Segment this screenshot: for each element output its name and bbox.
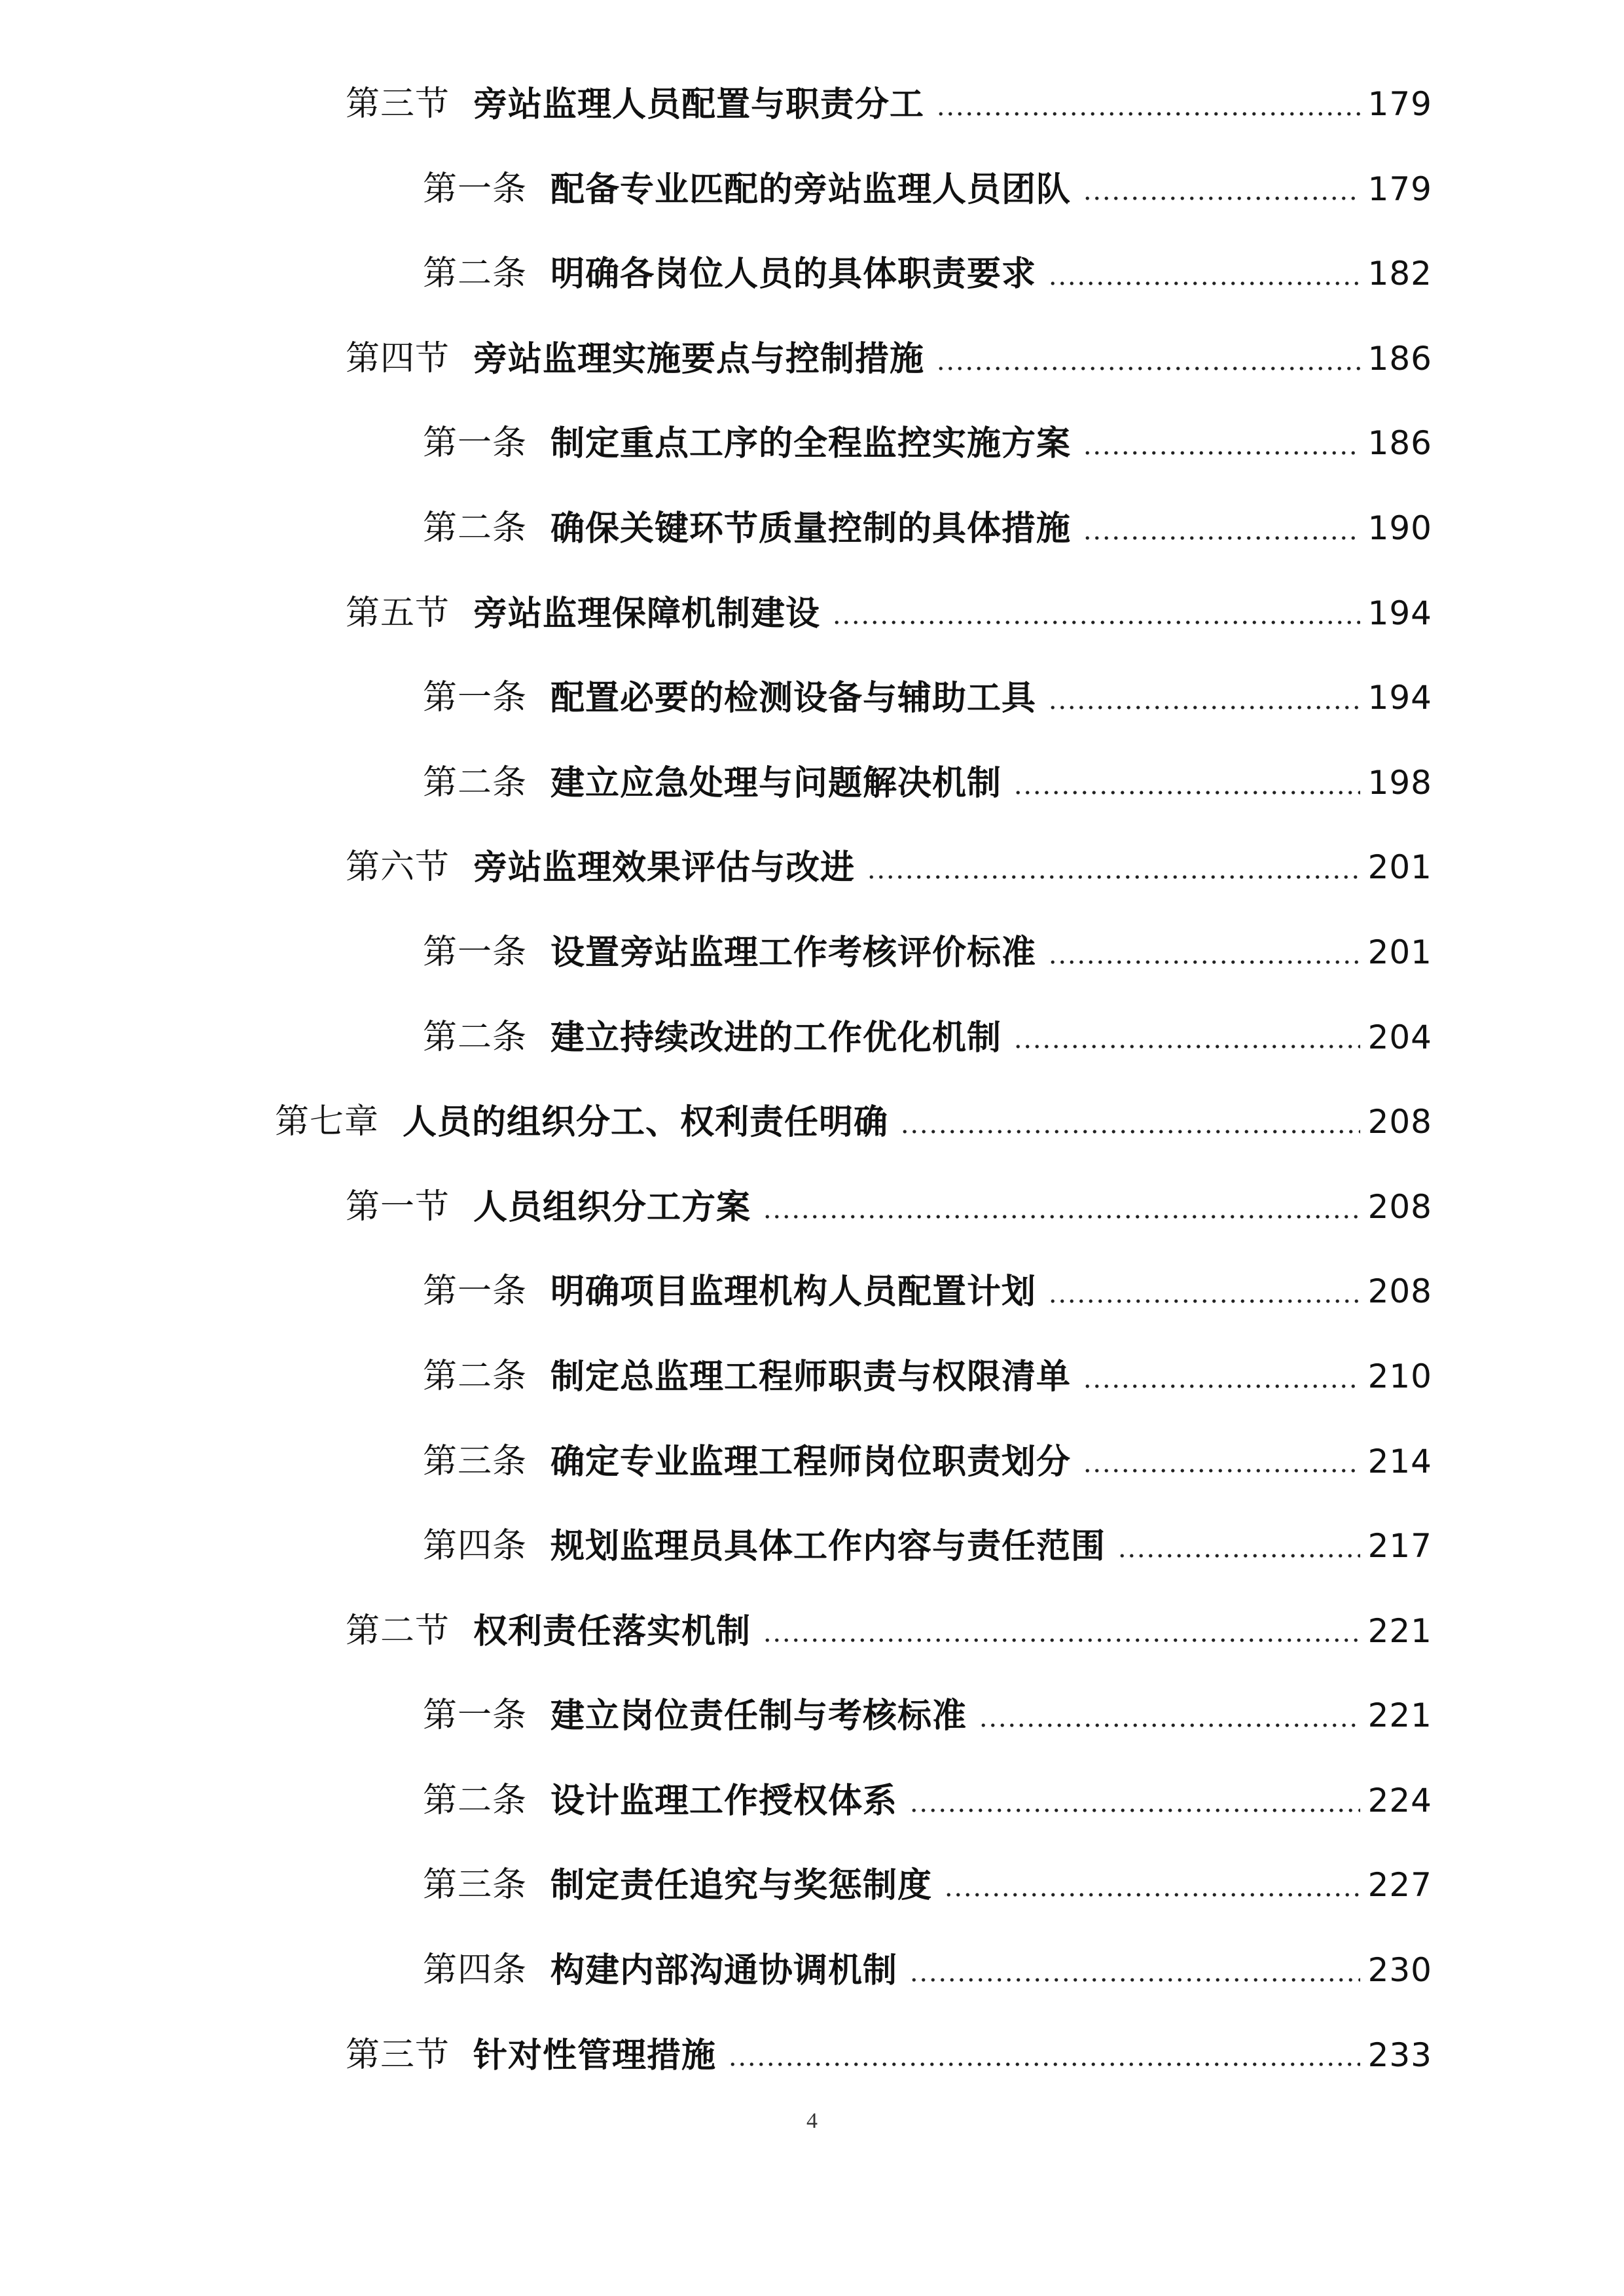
toc-entry-section[interactable] [0,1165,1624,1250]
toc-entry-article[interactable] [0,232,1624,317]
toc-entry-label: 第一条 [423,1696,528,1736]
toc-entry-article[interactable] [0,741,1624,826]
toc-entry-label: 第二条 [423,762,528,802]
toc-entry-title: 设置旁站监理工作考核评价标准 [550,932,1037,973]
page-number: 4 [806,2109,818,2133]
toc-entry-section[interactable] [0,62,1624,147]
toc-entry-page-number: 204 [1367,1018,1432,1056]
toc-entry-label: 第四节 [346,338,450,378]
toc-entry-title: 旁站监理实施要点与控制措施 [473,338,925,379]
toc-entry-section[interactable] [0,571,1624,656]
toc-entry-label: 第七章 [275,1102,380,1142]
dot-leader [867,872,1360,882]
dot-leader [1083,533,1360,543]
dot-leader [763,1212,1360,1221]
toc-entry-title: 明确各岗位人员的具体职责要求 [550,254,1037,295]
toc-entry-section[interactable] [0,2013,1624,2098]
toc-entry-label: 第四条 [423,1950,528,1990]
dot-leader [763,1636,1360,1645]
toc-entry-label: 第五节 [346,593,450,633]
toc-entry-page-number: 194 [1367,594,1432,632]
toc-entry-title: 设计监理工作授权体系 [550,1780,898,1821]
toc-entry-page-number: 208 [1367,1103,1432,1141]
toc-entry-article[interactable] [0,1420,1624,1505]
toc-entry-title: 制定责任追究与奖惩制度 [550,1865,933,1906]
toc-entry-article[interactable] [0,1674,1624,1759]
toc-entry-article[interactable] [0,656,1624,741]
dot-leader [1013,1042,1360,1051]
toc-entry-page-number: 194 [1367,679,1432,717]
toc-entry-title: 人员组织分工方案 [473,1187,751,1227]
toc-entry-label: 第三条 [423,1865,528,1905]
dot-leader [1083,448,1360,457]
toc-entry-page-number: 190 [1367,509,1432,547]
toc-entry-page-number: 227 [1367,1866,1432,1905]
toc-entry-page-number: 201 [1367,848,1432,887]
toc-entry-label: 第二条 [423,1780,528,1820]
toc-entry-page-number: 179 [1367,170,1432,208]
toc-entry-page-number: 201 [1367,933,1432,971]
dot-leader [1048,1297,1360,1306]
toc-entry-article[interactable] [0,1843,1624,1928]
dot-leader [728,2060,1360,2069]
toc-entry-title: 确保关键环节质量控制的具体措施 [550,508,1072,548]
dot-leader [1048,279,1360,288]
toc-entry-title: 建立岗位责任制与考核标准 [550,1696,967,1736]
toc-entry-section[interactable] [0,1589,1624,1674]
dot-leader [900,1127,1360,1136]
toc-entry-title: 建立持续改进的工作优化机制 [550,1017,1002,1058]
toc-entry-label: 第一条 [423,932,528,972]
toc-entry-title: 建立应急处理与问题解决机制 [550,762,1002,803]
toc-entry-article[interactable] [0,486,1624,571]
toc-entry-title: 配备专业匹配的旁站监理人员团队 [550,169,1072,209]
dot-leader [909,1806,1360,1815]
toc-entry-page-number: 221 [1367,1696,1432,1735]
toc-entry-label: 第四条 [423,1526,528,1566]
toc-entry-label: 第三节 [346,84,450,124]
table-of-contents [0,62,1624,2098]
dot-leader [832,618,1360,627]
toc-entry-article[interactable] [0,996,1624,1081]
toc-entry-section[interactable] [0,825,1624,910]
dot-leader [1083,1466,1360,1475]
toc-entry-label: 第一条 [423,169,528,209]
toc-entry-title: 确定专业监理工程师岗位职责划分 [550,1441,1072,1482]
dot-leader [909,1975,1360,1984]
toc-entry-title: 针对性管理措施 [473,2035,717,2075]
toc-entry-article[interactable] [0,910,1624,996]
toc-entry-article[interactable] [0,147,1624,232]
toc-entry-label: 第三条 [423,1441,528,1481]
dot-leader [1117,1551,1360,1560]
toc-entry-label: 第一条 [423,1272,528,1312]
dot-leader [936,109,1360,118]
toc-entry-section[interactable] [0,317,1624,402]
toc-entry-label: 第六节 [346,848,450,888]
toc-entry-label: 第一条 [423,423,528,463]
toc-entry-article[interactable] [0,1759,1624,1844]
toc-entry-title: 旁站监理保障机制建设 [473,593,821,634]
toc-entry-title: 制定重点工序的全程监控实施方案 [550,423,1072,464]
dot-leader [944,1890,1360,1899]
toc-entry-title: 旁站监理效果评估与改进 [473,848,856,888]
dot-leader [1013,788,1360,797]
dot-leader [1083,194,1360,203]
dot-leader [979,1721,1360,1730]
toc-entry-page-number: 230 [1367,1951,1432,1990]
toc-entry-title: 制定总监理工程师职责与权限清单 [550,1356,1072,1397]
toc-entry-article[interactable] [0,1249,1624,1335]
toc-entry-label: 第二条 [423,254,528,294]
dot-leader [936,364,1360,373]
toc-entry-title: 旁站监理人员配置与职责分工 [473,84,925,124]
toc-entry-title: 规划监理员具体工作内容与责任范围 [550,1526,1106,1567]
toc-entry-page-number: 210 [1367,1357,1432,1395]
toc-entry-page-number: 186 [1367,424,1432,463]
toc-entry-page-number: 221 [1367,1611,1432,1650]
toc-entry-title: 构建内部沟通协调机制 [550,1950,898,1991]
toc-entry-page-number: 198 [1367,763,1432,802]
toc-entry-page-number: 208 [1367,1272,1432,1311]
toc-entry-label: 第二条 [423,1017,528,1057]
toc-entry-title: 人员的组织分工、权利责任明确 [403,1102,889,1143]
dot-leader [1048,958,1360,967]
toc-entry-page-number: 182 [1367,255,1432,293]
toc-entry-page-number: 186 [1367,339,1432,378]
toc-entry-label: 第二条 [423,508,528,548]
dot-leader [1048,703,1360,712]
dot-leader [1083,1382,1360,1391]
toc-entry-title: 配置必要的检测设备与辅助工具 [550,678,1037,719]
toc-entry-label: 第一节 [346,1187,450,1227]
toc-entry-page-number: 217 [1367,1527,1432,1566]
toc-entry-page-number: 224 [1367,1781,1432,1820]
toc-entry-label: 第二条 [423,1356,528,1396]
toc-entry-article[interactable] [0,1504,1624,1589]
toc-entry-label: 第二节 [346,1611,450,1651]
toc-entry-page-number: 208 [1367,1187,1432,1226]
toc-entry-label: 第一条 [423,678,528,718]
toc-entry-page-number: 233 [1367,2036,1432,2074]
toc-entry-title: 权利责任落实机制 [473,1611,751,1651]
toc-entry-article[interactable] [0,1928,1624,2013]
toc-entry-page-number: 179 [1367,85,1432,123]
toc-entry-article[interactable] [0,1335,1624,1420]
toc-entry-page-number: 214 [1367,1442,1432,1480]
toc-entry-label: 第三节 [346,2035,450,2075]
toc-entry-article[interactable] [0,401,1624,486]
toc-entry-title: 明确项目监理机构人员配置计划 [550,1272,1037,1312]
toc-entry-chapter[interactable] [0,1080,1624,1165]
